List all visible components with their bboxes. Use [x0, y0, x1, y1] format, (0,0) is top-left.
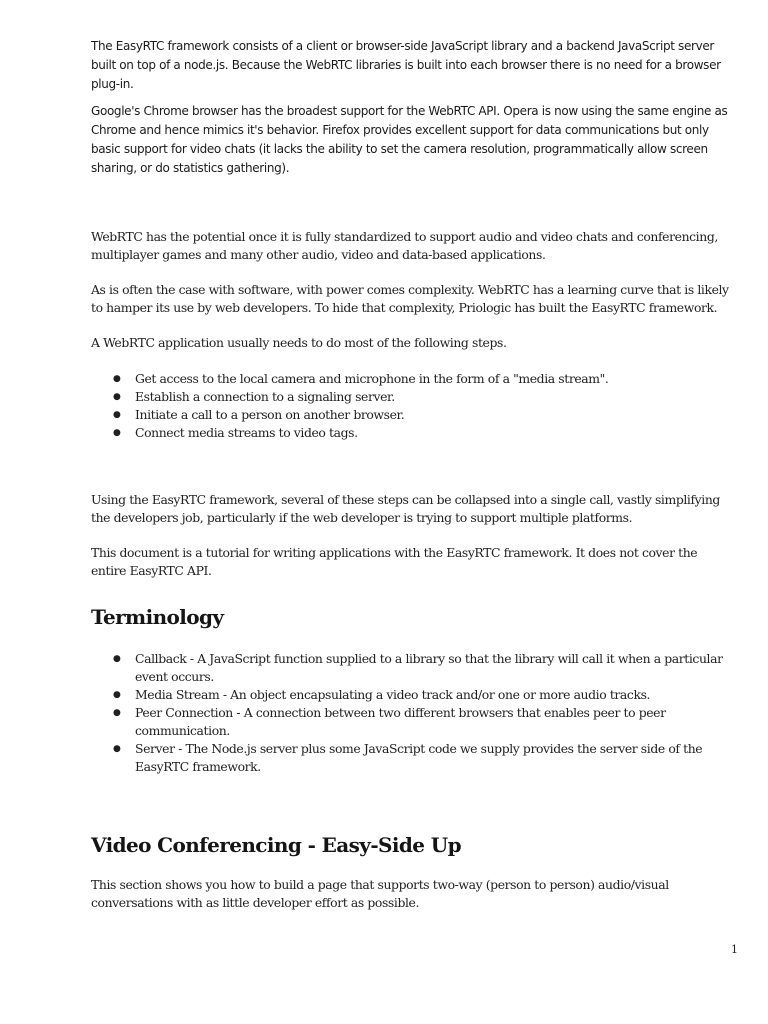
list-item-text: Get access to the local camera and microphone in the form of a "media stream".	[135, 371, 609, 386]
bullet-icon: ●	[113, 410, 121, 420]
bullet-icon: ●	[113, 690, 121, 700]
bullet-icon: ●	[113, 374, 121, 384]
paragraph-document-scope: This document is a tutorial for writing applications with the EasyRTC framework. It does not cover the entire EasyRTC API.	[91, 545, 698, 578]
steps-list	[91, 370, 735, 442]
heading-terminology: Terminology	[91, 605, 224, 629]
list-item-text: Media Stream - An object encapsulating a video track and/or one or more audio tracks.	[135, 687, 651, 702]
list-item	[113, 406, 735, 424]
list-item-text: Server - The Node.js server plus some JavaScript code we supply provides the server side of the EasyRTC framework.	[135, 741, 703, 774]
bullet-icon: ●	[113, 392, 121, 402]
list-item-text: Initiate a call to a person on another browser.	[135, 407, 405, 422]
intro-paragraph-framework: The EasyRTC framework consists of a client or browser-side JavaScript library and a backend JavaScript server built on top of a node.js. Because the WebRTC libraries is built into each browser there is no need for a browser plug-in.	[91, 39, 721, 91]
list-item	[113, 424, 735, 442]
list-item-text: Connect media streams to video tags.	[135, 425, 358, 440]
paragraph-steps-intro: A WebRTC application usually needs to do most of the following steps.	[91, 335, 507, 350]
paragraph-complexity: As is often the case with software, with power comes complexity. WebRTC has a learning curve that is likely to hamper its use by web developers. To hide that complexity, Priologic has built the EasyRTC framework.	[91, 282, 729, 315]
bullet-icon: ●	[113, 428, 121, 438]
list-item	[113, 370, 735, 388]
list-item	[113, 740, 735, 776]
paragraph-using-easyrtc: Using the EasyRTC framework, several of these steps can be collapsed into a single call, vastly simplifying the developers job, particularly if the web developer is trying to support multiple platforms.	[91, 492, 720, 525]
heading-video-conferencing: Video Conferencing - Easy-Side Up	[91, 833, 461, 857]
page-number: 1	[731, 943, 738, 956]
list-item	[113, 686, 735, 704]
bullet-icon: ●	[113, 654, 121, 664]
list-item-text: Callback - A JavaScript function supplied to a library so that the library will call it when a particular event occurs.	[135, 651, 723, 684]
bullet-icon: ●	[113, 744, 121, 754]
list-item-text: Peer Connection - A connection between two different browsers that enables peer to peer communication.	[135, 705, 666, 738]
bullet-icon: ●	[113, 708, 121, 718]
list-item	[113, 650, 735, 686]
terminology-list	[91, 650, 735, 776]
list-item-text: Establish a connection to a signaling server.	[135, 389, 395, 404]
paragraph-webrtc-potential: WebRTC has the potential once it is fully standardized to support audio and video chats and conferencing, multiplayer games and many other audio, video and data-based applications.	[91, 229, 718, 262]
list-item	[113, 388, 735, 406]
intro-paragraph-browser-support: Google's Chrome browser has the broadest support for the WebRTC API. Opera is now using the same engine as Chrome and hence mimics it's behavior. Firefox provides excellent support for data communications but only basic support for video chats (it lacks the ability to set the camera resolution, programmatically allow screen sharing, or do statistics gathering).	[91, 104, 728, 175]
list-item	[113, 704, 735, 740]
paragraph-section-description: This section shows you how to build a page that supports two-way (person to person) audio/visual conversations with as little developer effort as possible.	[91, 877, 669, 910]
